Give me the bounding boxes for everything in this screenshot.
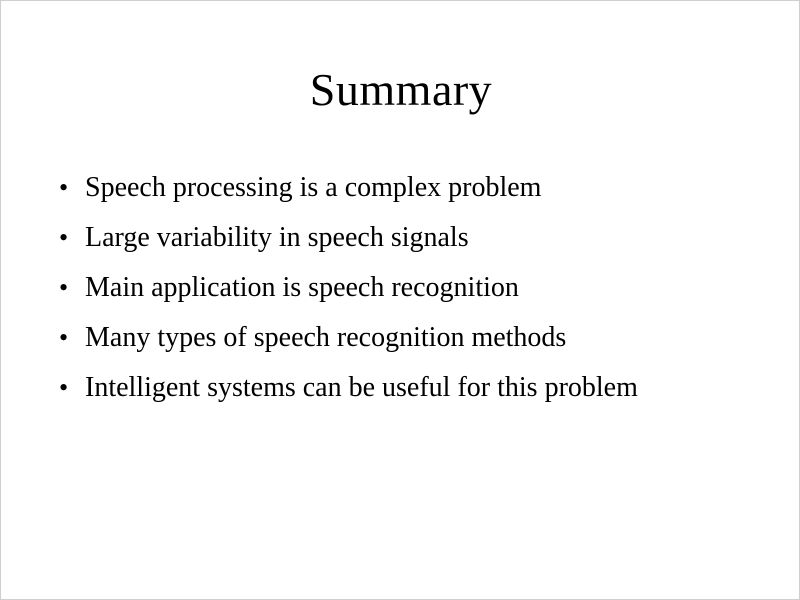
list-item [59, 313, 769, 363]
list-item-label: Main application is speech recognition [85, 272, 519, 303]
list-item-label: Many types of speech recognition methods [85, 322, 567, 353]
bullet-point-icon: • [59, 223, 69, 252]
list-item [59, 163, 769, 213]
summary-bullet-list [59, 163, 769, 413]
list-item [59, 263, 769, 313]
bullet-point-icon: • [59, 173, 69, 202]
bullet-point-icon: • [59, 273, 69, 302]
bullet-point-icon: • [59, 373, 69, 402]
list-item [59, 213, 769, 263]
bullet-point-icon: • [59, 323, 69, 352]
list-item-label: Intelligent systems can be useful for this problem [85, 372, 638, 403]
list-item [59, 363, 769, 413]
page-title: Summary [309, 64, 493, 115]
list-item-label: Large variability in speech signals [85, 222, 469, 253]
list-item-label: Speech processing is a complex problem [85, 172, 542, 203]
